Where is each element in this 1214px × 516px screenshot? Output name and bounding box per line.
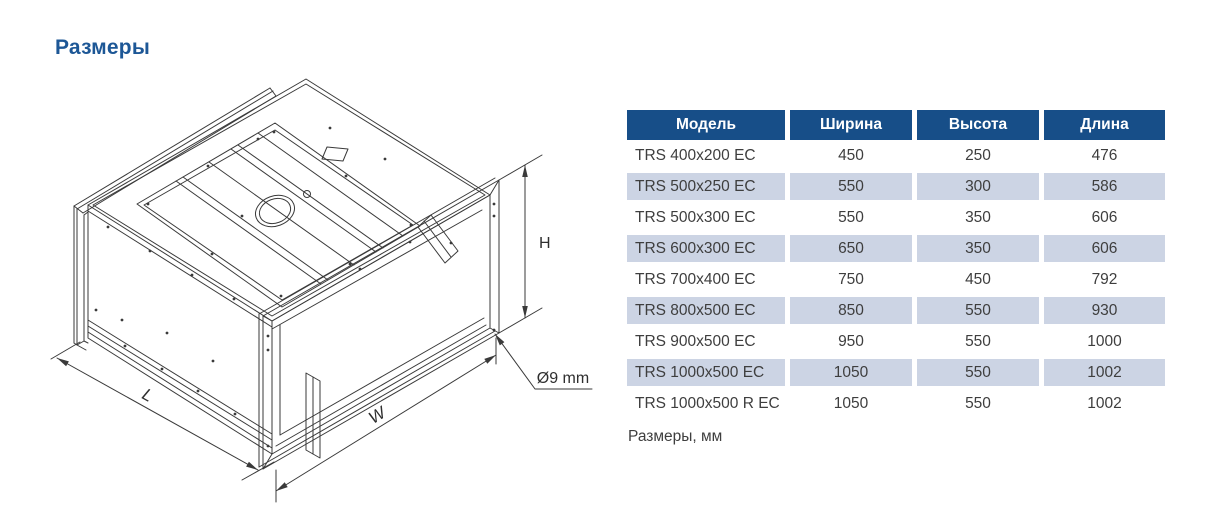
table-cell-height: 550 xyxy=(965,394,991,412)
table-cell-length: 1002 xyxy=(1044,359,1165,386)
table-cell-model: TRS 700x400 EC xyxy=(635,270,756,288)
table-cell-height: 450 xyxy=(965,270,991,288)
table-cell-width: 1050 xyxy=(833,394,869,412)
column-header-length: Длина xyxy=(1044,110,1165,140)
table-cell-model: TRS 800x500 EC xyxy=(627,297,785,324)
column-header-model: Модель xyxy=(627,110,785,140)
table-cell-model: TRS 1000x500 EC xyxy=(627,359,785,386)
table-cell-length: 606 xyxy=(1044,235,1165,262)
table-cell-width: 550 xyxy=(838,208,864,226)
column-header-height: Высота xyxy=(917,110,1039,140)
table-cell-width: 650 xyxy=(790,235,912,262)
dim-label-width: W xyxy=(365,403,389,428)
table-cell-height: 300 xyxy=(917,173,1039,200)
table-row xyxy=(627,326,1165,357)
hole-diameter-label: Ø9 mm xyxy=(536,370,590,387)
spec-table-rows xyxy=(627,140,1165,419)
table-cell-length: 930 xyxy=(1044,297,1165,324)
table-cell-height: 550 xyxy=(965,332,991,350)
table-row xyxy=(627,295,1165,326)
table-cell-height: 350 xyxy=(965,208,991,226)
table-footnote: Размеры, мм xyxy=(628,428,723,445)
table-cell-model: TRS 400x200 EC xyxy=(635,146,756,164)
table-row xyxy=(627,171,1165,202)
table-cell-height: 550 xyxy=(917,297,1039,324)
table-cell-length: 476 xyxy=(1091,146,1118,164)
table-cell-height: 250 xyxy=(965,146,991,164)
service-panel xyxy=(137,123,420,307)
table-row xyxy=(627,264,1165,295)
fan-unit-isometric-svg xyxy=(30,64,630,514)
fan-unit-drawing xyxy=(30,64,630,514)
table-cell-height: 550 xyxy=(917,359,1039,386)
spec-table xyxy=(627,110,1165,446)
table-cell-length: 792 xyxy=(1091,270,1118,288)
table-cell-model: TRS 600x300 EC xyxy=(627,235,785,262)
table-cell-length: 1000 xyxy=(1087,332,1122,350)
table-row xyxy=(627,233,1165,264)
table-cell-width: 850 xyxy=(790,297,912,324)
rivet-dots xyxy=(95,127,496,448)
table-cell-width: 550 xyxy=(790,173,912,200)
front-flange xyxy=(259,178,499,469)
spec-table-header xyxy=(627,110,1165,140)
table-cell-width: 750 xyxy=(838,270,864,288)
dimension-annotations xyxy=(51,155,592,502)
table-row xyxy=(627,388,1165,419)
dim-label-length: L xyxy=(138,384,157,406)
table-cell-model: TRS 900x500 EC xyxy=(635,332,756,350)
column-header-width: Ширина xyxy=(790,110,912,140)
dim-label-height: H xyxy=(539,235,551,252)
table-cell-length: 1002 xyxy=(1087,394,1122,412)
table-cell-length: 606 xyxy=(1091,208,1118,226)
table-cell-width: 950 xyxy=(838,332,864,350)
table-cell-width: 450 xyxy=(838,146,864,164)
table-cell-model: TRS 500x250 EC xyxy=(627,173,785,200)
table-cell-model: TRS 500x300 EC xyxy=(635,208,756,226)
table-cell-length: 586 xyxy=(1044,173,1165,200)
table-row xyxy=(627,202,1165,233)
table-row xyxy=(627,357,1165,388)
page-title: Размеры xyxy=(55,36,150,59)
table-row xyxy=(627,140,1165,171)
table-cell-width: 1050 xyxy=(790,359,912,386)
table-cell-model: TRS 1000x500 R EC xyxy=(635,394,780,412)
table-cell-height: 350 xyxy=(917,235,1039,262)
